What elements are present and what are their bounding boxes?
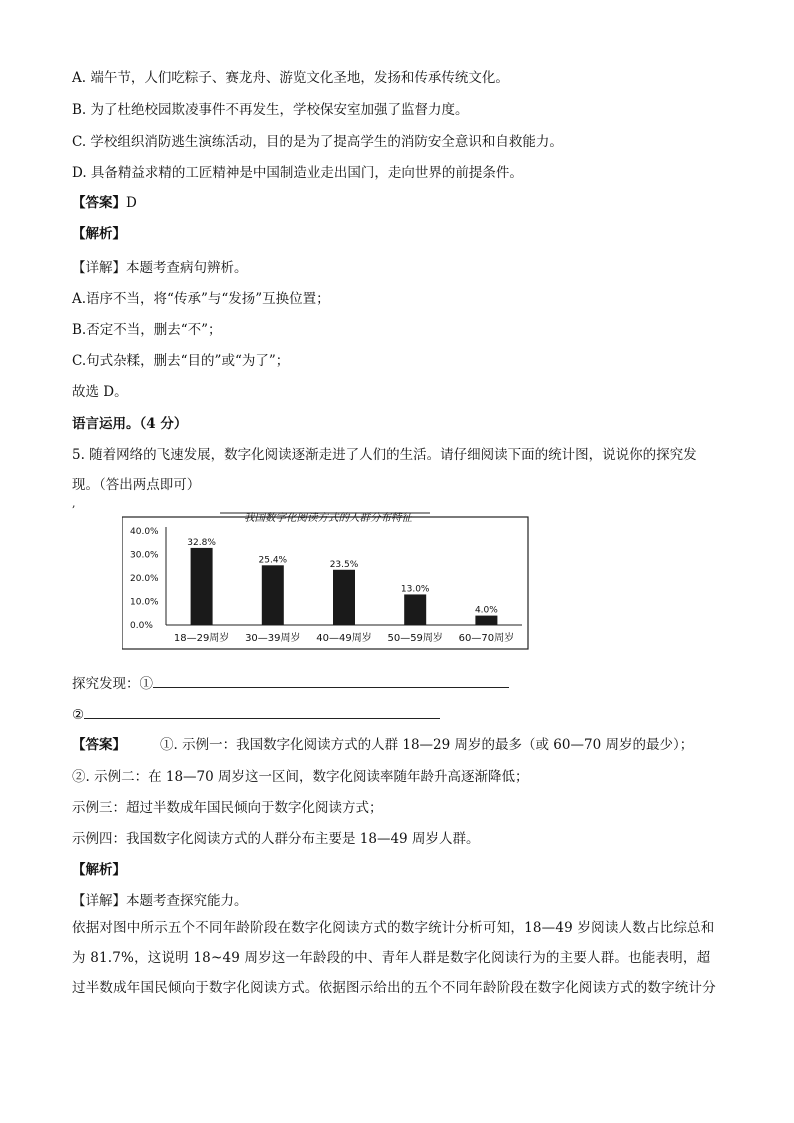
- category-label: 18—29周岁: [173, 633, 230, 644]
- option-d: D. 具备精益求精的工匠精神是中国制造业走出国门，走向世界的前提条件。: [72, 165, 523, 181]
- q4-explain-a: A.语序不当，将“传承”与“发扬”互换位置；: [72, 291, 330, 307]
- blank1-label: 探究发现：①: [72, 676, 153, 692]
- q5-answer-line2: ②. 示例二：在 18—70 周岁这一区间，数字化阅读率随年龄升高逐渐降低；: [72, 769, 529, 785]
- age-distribution-chart: [122, 509, 530, 653]
- q5-answer-line1: ①. 示例一：我国数字化阅读方式的人群 18—29 周岁的最多（或 60—70 周岁的最少）；: [160, 737, 694, 753]
- section-title: 语言运用。（4 分）: [72, 416, 188, 432]
- q4-detail: 【详解】本题考查病句辨析。: [72, 260, 248, 276]
- option-b: B. 为了杜绝校园欺凌事件不再发生，学校保安室加强了监督力度。: [72, 102, 469, 118]
- y-tick-label: 40.0%: [130, 527, 159, 537]
- stray-mark: ,: [72, 497, 76, 510]
- q5-answer-line4: 示例四：我国数字化阅读方式的人群分布主要是 18—49 周岁人群。: [72, 831, 480, 847]
- value-label: 13.0%: [400, 584, 430, 595]
- bar: [475, 616, 497, 625]
- q5-explanation: 依据对图中所示五个不同年龄阶段在数字化阅读方式的数字统计分析可知，18—49 岁阅读人数占比综总和为 81.7%，这说明 18~49 周岁这一年龄段的中、青年人群是数字化阅读行为的主要人群。也能表明，超过半数成年国民倾向于数字化阅读方式。依据图示给出的五个不同年龄阶段在数字化阅读方式的数字统计分: [72, 920, 716, 996]
- blank-1: [72, 672, 509, 692]
- option-c: C. 学校组织消防逃生演练活动，目的是为了提高学生的消防安全意识和自救能力。: [72, 134, 563, 150]
- q4-answer-label: 【答案】: [72, 195, 126, 211]
- value-label: 23.5%: [329, 559, 359, 570]
- q5-detail: 【详解】本题考查探究能力。: [72, 893, 248, 909]
- q5-question-line2: 现。（答出两点即可）: [72, 477, 201, 493]
- bar: [191, 548, 213, 625]
- option-a: A. 端午节，人们吃粽子、赛龙舟、游览文化圣地，发扬和传承传统文化。: [72, 70, 509, 86]
- q4-explain-b: B.否定不当，删去“不”；: [72, 322, 222, 338]
- q4-explain-c: C.句式杂糅，删去“目的”或“为了”；: [72, 353, 290, 369]
- q5-answer-label: 【答案】: [72, 737, 126, 753]
- y-tick-label: 30.0%: [130, 550, 159, 561]
- y-tick-label: 20.0%: [130, 574, 159, 584]
- category-label: 30—39周岁: [245, 633, 301, 644]
- bar: [333, 570, 355, 625]
- y-tick-label: 0.0%: [130, 621, 153, 631]
- blank2-input-line[interactable]: [84, 704, 440, 719]
- q5-answer-line3: 示例三：超过半数成年国民倾向于数字化阅读方式；: [72, 800, 383, 816]
- bar: [404, 594, 426, 625]
- bar: [262, 565, 284, 625]
- chart-frame: [122, 517, 528, 649]
- category-label: 60—70周岁: [458, 633, 515, 644]
- q5-question-line1: 5. 随着网络的飞速发展，数字化阅读逐渐走进了人们的生活。请仔细阅读下面的统计图，说说你的探究发: [72, 447, 697, 463]
- q4-answer: [72, 191, 137, 211]
- category-labels: [174, 631, 514, 644]
- category-label: 50—59周岁: [387, 633, 443, 644]
- q5-analysis-label: 【解析】: [72, 862, 126, 878]
- q4-analysis-label: 【解析】: [72, 226, 126, 242]
- blank-2: [72, 704, 440, 723]
- blank2-label: ②: [72, 707, 85, 723]
- chart-svg: [122, 509, 530, 653]
- value-label: 25.4%: [258, 555, 288, 566]
- q5-answer: [72, 733, 693, 753]
- y-tick-label: 10.0%: [130, 597, 159, 608]
- q4-answer-value: D: [126, 195, 137, 211]
- q4-choose: 故选 D。: [72, 384, 128, 400]
- category-label: 40—49周岁: [316, 633, 372, 644]
- chart-title: 我国数字化阅读方式的人群分布特征: [244, 512, 412, 524]
- value-label: 32.8%: [187, 537, 216, 548]
- value-label: 4.0%: [474, 605, 498, 616]
- blank1-input-line[interactable]: [153, 673, 509, 688]
